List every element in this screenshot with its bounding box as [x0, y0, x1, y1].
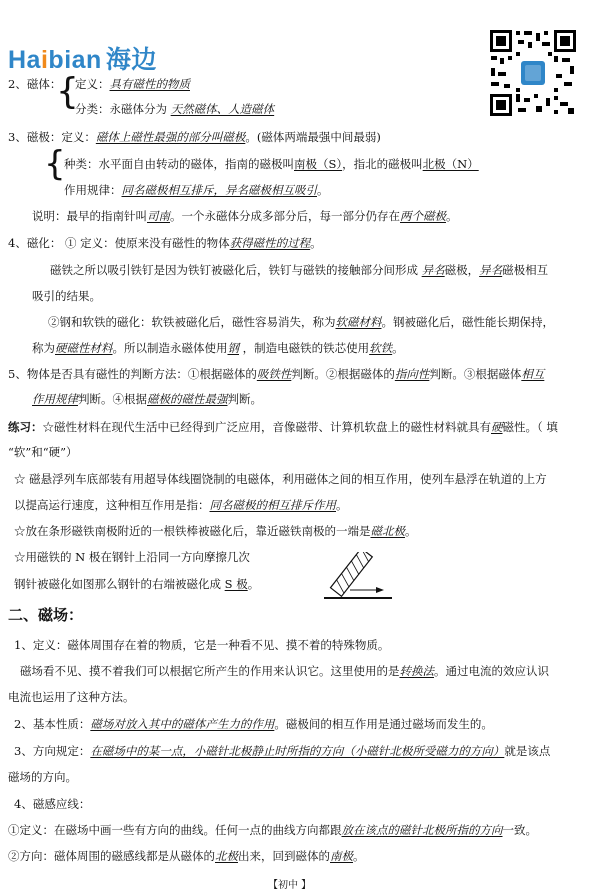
line-judge-2 [32, 391, 262, 407]
text-segment: 定义： [75, 77, 110, 91]
text-segment: 磁铁之所以吸引铁钉是因为铁钉被磁化后，铁钉与磁铁的接触部分间形成 [50, 263, 422, 277]
line-pole-def [8, 129, 381, 145]
text-segment: ☆ 磁悬浮列车底部装有用超导体线圈饶制的电磁体，利用磁体之间的相互作用，使列车悬浮在轨道的上方 [14, 472, 547, 486]
line-field-lines-def [8, 822, 537, 838]
text-segment: ②钢和软铁的磁化：软铁被磁化后，磁性容易消失，称为 [48, 315, 336, 329]
line-field-property [14, 716, 493, 732]
line-field-direction-2 [8, 769, 77, 785]
text-segment: 。 [310, 236, 322, 250]
text-segment: ☆用磁铁的 N 极在钢针上沿同一方向摩擦几次 [14, 550, 250, 564]
text-segment: 异名 [421, 263, 445, 277]
text-segment: 判断。③根据磁体 [429, 367, 522, 381]
text-segment: 练习： [8, 420, 43, 434]
text-segment: 北极（N） [422, 157, 479, 171]
text-segment: 磁体上磁性最强的部分叫磁极 [95, 130, 246, 144]
line-field-lines-dir [8, 848, 365, 864]
line-magnetize-def [8, 235, 322, 251]
text-segment: ②方向：磁体周围的磁感线都是从磁体的 [8, 849, 215, 863]
text-segment: 以提高运行速度，这种相互作用是指： [14, 498, 210, 512]
text-segment: S 极 [224, 577, 248, 591]
line-exercise-1b [8, 444, 78, 460]
logo-text-o: i [40, 46, 49, 74]
text-segment: 具有磁性的物质 [109, 77, 190, 91]
text-segment: 南极 [330, 849, 353, 863]
line-note [32, 208, 458, 224]
text-segment: 硬磁性材料 [55, 341, 113, 355]
text-segment: 指向性 [394, 367, 430, 381]
line-magnet-class [75, 101, 274, 117]
text-segment: ，制造电磁铁的铁芯使用 [239, 341, 370, 355]
text-segment: 判断。 [227, 392, 262, 406]
text-segment: 4、磁感应线： [14, 797, 91, 811]
line-exercise-2 [14, 471, 547, 487]
text-segment: 软铁 [369, 341, 393, 355]
line-exercise-2b [14, 497, 348, 513]
text-segment: 磁性。（ 填 [502, 420, 558, 434]
logo-text-cn: 海边 [105, 46, 157, 74]
text-segment: 软磁材料 [335, 315, 382, 329]
line-exercise-3 [14, 523, 417, 539]
text-segment: 。 [446, 209, 458, 223]
text-segment: 5、物体是否具有磁性的判断方法：①根据磁体的 [8, 367, 257, 381]
text-segment: 3、方向规定： [14, 744, 91, 758]
text-segment: 3、磁极：定义： [8, 130, 96, 144]
text-segment: 钢针被磁化如图那么钢针的右端被磁化成 [14, 577, 225, 591]
text-segment: 磁场对放入其中的磁体产生力的作用 [90, 717, 275, 731]
text-segment: 磁场的方向。 [8, 770, 77, 784]
text-segment: 同名磁极相互排斥，异名磁极相互吸引 [121, 183, 317, 197]
text-segment: 1、定义：磁体周围存在着的物质，它是一种看不见、摸不着的特殊物质。 [14, 638, 390, 652]
text-segment: 两个磁极 [400, 209, 446, 223]
text-segment: 判断。④根据 [78, 392, 147, 406]
text-segment: 南极（S） [294, 157, 343, 171]
text-segment: 磁极的磁性最强 [147, 392, 228, 406]
text-segment: 。 [353, 849, 365, 863]
text-segment: 。磁极间的相互作用是通过磁场而发生的。 [274, 717, 493, 731]
qr-code [488, 28, 578, 118]
text-segment: 获得磁性的过程 [229, 236, 311, 250]
text-segment: 司南 [147, 209, 170, 223]
logo-text-a: Ha [8, 46, 41, 74]
text-segment: 。所以制造永磁体使用 [112, 341, 228, 355]
line-magnet-def-2 [75, 76, 190, 92]
text-segment: ☆放在条形磁铁南极附近的一根铁棒被磁化后，靠近磁铁南极的一端是 [14, 524, 371, 538]
line-field-def [14, 637, 389, 653]
text-segment: “软”和“硬”） [8, 445, 78, 459]
text-segment: 作用规律： [64, 183, 122, 197]
line-magnetize-explain [50, 262, 548, 278]
text-segment: 称为 [32, 341, 55, 355]
text-segment: 说明：最早的指南针叫 [32, 209, 147, 223]
text-segment: 在磁场中的某一点，小磁针北极静止时所指的方向（小磁针北极所受磁力的方向） [90, 744, 505, 758]
text-segment: 硬 [491, 420, 503, 434]
text-segment: 电流也运用了这种方法。 [8, 690, 135, 704]
text-segment: 。 [247, 577, 260, 591]
text-segment: 异名 [479, 263, 503, 277]
text-segment: 磁极相互 [502, 263, 549, 277]
line-field-lines [14, 796, 90, 812]
text-segment: 磁北极 [370, 524, 405, 538]
text-segment: 同名磁极的相互排斥作用 [209, 498, 336, 512]
line-exercise-4 [14, 549, 250, 565]
text-segment: 。 [317, 183, 329, 197]
line-steel-iron [48, 314, 554, 330]
text-segment: 。通过电流的效应认识 [434, 664, 549, 678]
text-segment: ☆磁性材料在现代生活中已经得到广泛应用，音像磁带、计算机软盘上的磁性材料就具有 [42, 420, 491, 434]
line-field-explain [20, 663, 549, 679]
text-segment: 2、磁体： [8, 77, 62, 91]
text-segment: 就是该点 [504, 744, 551, 758]
text-segment: ①定义：在磁场中画一些有方向的曲线。任何一点的曲线方向都跟 [8, 823, 342, 837]
footer-label: 【初中 】 [268, 880, 312, 891]
text-segment: 钢 [227, 341, 239, 355]
line-exercise-4b [14, 576, 259, 592]
line-pole-rule [64, 182, 329, 198]
brand-logo [8, 40, 157, 76]
line-steel-iron-2 [32, 340, 404, 356]
section-heading [8, 604, 83, 625]
text-segment: 天然磁体、人造磁体 [170, 102, 275, 116]
line-pole-kinds [64, 156, 479, 172]
magnet-needle-diagram [318, 552, 398, 604]
text-segment: 磁场看不见、摸不着我们可以根据它所产生的作用来认识它。这里使用的是 [20, 664, 400, 678]
text-segment: 转换法 [399, 664, 434, 678]
text-segment: 分类：永磁体分为 [75, 102, 171, 116]
line-exercise-1 [8, 419, 558, 435]
text-segment: 一致。 [502, 823, 537, 837]
text-segment: 出来，回到磁体的 [238, 849, 330, 863]
text-segment: ，指北的磁极叫 [342, 157, 423, 171]
text-segment: 相互 [521, 367, 545, 381]
line-judge [8, 366, 544, 382]
line-field-explain-2 [8, 689, 135, 705]
text-segment: 作用规律 [32, 392, 78, 406]
logo-text-b: bian [48, 46, 102, 74]
text-segment: 放在该点的磁针北极所指的方向 [341, 823, 503, 837]
line-field-direction [14, 743, 550, 759]
text-segment: 判断。②根据磁体的 [291, 367, 395, 381]
text-segment: 磁极， [444, 263, 480, 277]
text-segment: 。钢被磁化后，磁性能长期保持， [381, 315, 554, 329]
text-segment: 。 [405, 524, 417, 538]
brace: { [44, 144, 66, 184]
text-segment: 北极 [215, 849, 238, 863]
text-segment: 吸引的结果。 [32, 289, 101, 303]
line-magnet-def [8, 76, 61, 92]
text-segment: 。一个永磁体分成多部分后，每一部分仍存在 [170, 209, 400, 223]
text-segment: 种类：水平面自由转动的磁体，指南的磁极叫 [64, 157, 294, 171]
text-segment: 2、基本性质： [14, 717, 91, 731]
text-segment: 吸铁性 [256, 367, 292, 381]
text-segment: 。(磁体两端最强中间最弱) [245, 130, 381, 144]
text-segment: 4、磁化： ① 定义：使原来没有磁性的物体 [8, 236, 230, 250]
brace: { [56, 71, 79, 112]
line-magnetize-explain-2 [32, 288, 101, 304]
text-segment: 。 [392, 341, 404, 355]
text-segment: 。 [336, 498, 348, 512]
text-segment: 二、磁场： [8, 606, 84, 624]
